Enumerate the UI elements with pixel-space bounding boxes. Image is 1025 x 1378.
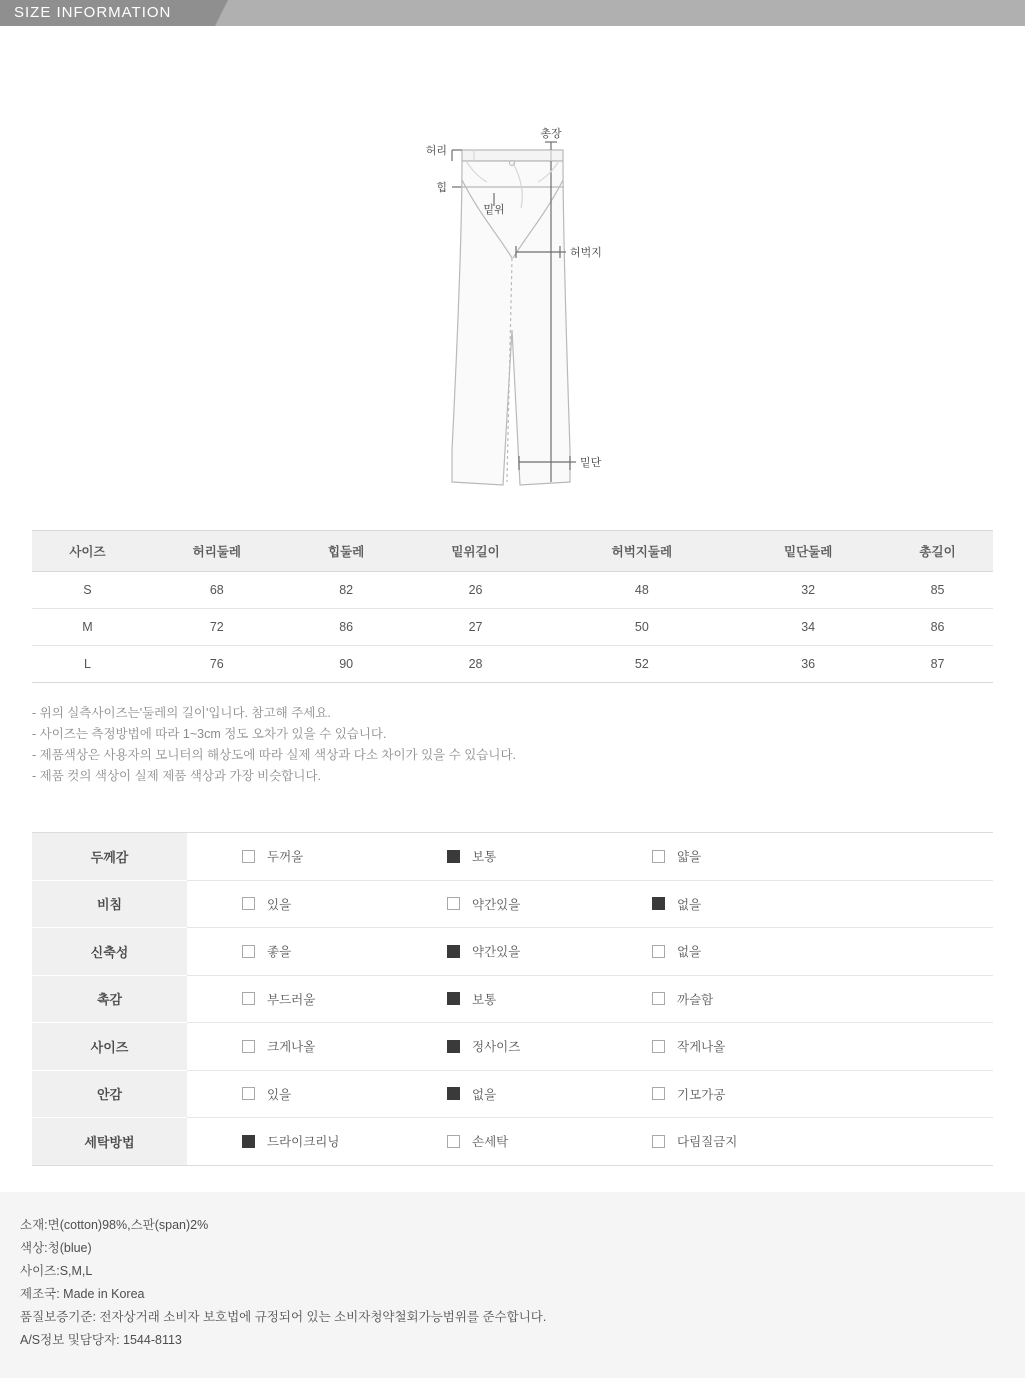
cell-size: S	[32, 572, 143, 609]
footer-line: 제조국: Made in Korea	[20, 1286, 145, 1301]
option-label: 정사이즈	[472, 1040, 521, 1055]
cell-hip: 86	[291, 609, 402, 646]
checkbox-icon[interactable]	[447, 850, 460, 863]
attribute-option[interactable]	[242, 1132, 392, 1150]
footer-line: A/S정보 및담당자: 1544-8113	[20, 1332, 182, 1347]
label-rise: 밑위	[483, 204, 505, 216]
section-header	[0, 0, 1025, 30]
cell-thigh: 48	[549, 572, 734, 609]
note-line: - 사이즈는 측정방법에 따라 1~3cm 정도 오차가 있을 수 있습니다.	[32, 727, 387, 741]
attribute-row	[32, 1023, 993, 1071]
option-label: 약간있을	[472, 897, 521, 912]
checkbox-icon[interactable]	[652, 1135, 665, 1148]
column-header: 허벅지둘레	[549, 531, 734, 572]
label-waist: 허리	[425, 145, 447, 157]
option-label: 얇을	[677, 850, 702, 865]
cell-size: L	[32, 646, 143, 683]
checkbox-icon[interactable]	[242, 992, 255, 1005]
option-label: 손세탁	[472, 1135, 509, 1150]
table-row	[32, 572, 993, 609]
option-label: 드라이크리닝	[267, 1135, 340, 1150]
attribute-row	[32, 880, 993, 928]
note-line: - 위의 실측사이즈는'둘레의 길이'입니다. 참고해 주세요.	[32, 706, 331, 720]
option-label: 기모가공	[677, 1087, 726, 1102]
option-label: 좋을	[267, 945, 292, 960]
cell-hip: 90	[291, 646, 402, 683]
option-label: 작게나올	[677, 1040, 726, 1055]
checkbox-icon[interactable]	[242, 850, 255, 863]
checkbox-icon[interactable]	[652, 1087, 665, 1100]
pants-measurement-diagram	[0, 30, 1025, 530]
attribute-row	[32, 833, 993, 881]
footer-line: 색상:청(blue)	[20, 1240, 92, 1255]
checkbox-icon[interactable]	[242, 1087, 255, 1100]
cell-hem: 32	[734, 572, 882, 609]
cell-rise: 28	[402, 646, 550, 683]
attribute-option[interactable]	[242, 1085, 392, 1103]
checkbox-icon[interactable]	[447, 1087, 460, 1100]
option-label: 있을	[267, 1087, 292, 1102]
attribute-option[interactable]	[447, 942, 597, 960]
attribute-option[interactable]	[447, 895, 597, 913]
attribute-label: 두께감	[32, 833, 187, 881]
attribute-option[interactable]	[652, 1037, 802, 1055]
cell-size: M	[32, 609, 143, 646]
column-header: 힙둘레	[291, 531, 402, 572]
page-title: SIZE INFORMATION	[14, 4, 172, 21]
attribute-option[interactable]	[242, 942, 392, 960]
option-label: 보통	[472, 850, 497, 865]
label-hem: 밑단	[580, 457, 602, 469]
option-label: 다림질금지	[677, 1135, 738, 1150]
cell-rise: 26	[402, 572, 550, 609]
cell-waist: 68	[143, 572, 291, 609]
label-thigh: 허벅지	[570, 247, 602, 259]
attribute-options	[187, 833, 993, 881]
column-header: 사이즈	[32, 531, 143, 572]
cell-waist: 76	[143, 646, 291, 683]
checkbox-icon[interactable]	[652, 897, 665, 910]
attribute-option[interactable]	[242, 895, 392, 913]
cell-thigh: 52	[549, 646, 734, 683]
attribute-row	[32, 1070, 993, 1118]
option-label: 보통	[472, 992, 497, 1007]
checkbox-icon[interactable]	[447, 945, 460, 958]
checkbox-icon[interactable]	[652, 850, 665, 863]
attribute-label: 안감	[32, 1070, 187, 1118]
option-label: 크게나올	[267, 1040, 316, 1055]
cell-hem: 36	[734, 646, 882, 683]
attribute-options	[187, 880, 993, 928]
attribute-option[interactable]	[447, 1037, 597, 1055]
table-row	[32, 609, 993, 646]
option-label: 없을	[472, 1087, 497, 1102]
option-label: 없을	[677, 897, 702, 912]
option-label: 없을	[677, 945, 702, 960]
attribute-option[interactable]	[652, 1132, 802, 1150]
checkbox-icon[interactable]	[652, 992, 665, 1005]
fabric-attribute-table	[32, 832, 993, 1166]
column-header: 밑단둘레	[734, 531, 882, 572]
checkbox-icon[interactable]	[652, 945, 665, 958]
attribute-option[interactable]	[652, 847, 802, 865]
checkbox-icon[interactable]	[242, 1135, 255, 1148]
table-header-row	[32, 531, 993, 572]
attribute-option[interactable]	[652, 990, 802, 1008]
column-header: 총길이	[882, 531, 993, 572]
checkbox-icon[interactable]	[652, 1040, 665, 1053]
attribute-options	[187, 975, 993, 1023]
label-hip: 힙	[436, 182, 447, 194]
cell-length: 85	[882, 572, 993, 609]
pants-diagram-svg	[0, 30, 1025, 530]
attribute-label: 신축성	[32, 928, 187, 976]
attribute-label: 비침	[32, 880, 187, 928]
cell-rise: 27	[402, 609, 550, 646]
checkbox-icon[interactable]	[242, 1040, 255, 1053]
attribute-option[interactable]	[652, 942, 802, 960]
attribute-option[interactable]	[447, 1132, 597, 1150]
option-label: 부드러울	[267, 992, 316, 1007]
attribute-options	[187, 928, 993, 976]
attribute-option[interactable]	[242, 847, 392, 865]
cell-hem: 34	[734, 609, 882, 646]
size-measurement-table	[32, 530, 993, 683]
label-total-length: 총장	[540, 128, 562, 140]
product-info-footer	[0, 1192, 1025, 1378]
attribute-row	[32, 928, 993, 976]
cell-thigh: 50	[549, 609, 734, 646]
size-notes	[32, 703, 993, 787]
checkbox-icon[interactable]	[447, 1135, 460, 1148]
checkbox-icon[interactable]	[242, 897, 255, 910]
checkbox-icon[interactable]	[242, 945, 255, 958]
attribute-label: 사이즈	[32, 1023, 187, 1071]
footer-line: 품질보증기준: 전자상거래 소비자 보호법에 규정되어 있는 소비자청약철회가능범위를 준수합니다.	[20, 1309, 547, 1324]
option-label: 약간있을	[472, 945, 521, 960]
cell-length: 86	[882, 609, 993, 646]
attribute-row	[32, 975, 993, 1023]
cell-waist: 72	[143, 609, 291, 646]
attribute-options	[187, 1023, 993, 1071]
footer-line: 소재:면(cotton)98%,스판(span)2%	[20, 1217, 209, 1232]
attribute-label: 촉감	[32, 975, 187, 1023]
footer-line: 사이즈:S,M,L	[20, 1263, 93, 1278]
attribute-option[interactable]	[447, 1085, 597, 1103]
column-header: 밑위길이	[402, 531, 550, 572]
attribute-label: 세탁방법	[32, 1118, 187, 1166]
note-line: - 제품색상은 사용자의 모니터의 해상도에 따라 실제 색상과 다소 차이가 있을 수 있습니다.	[32, 748, 517, 762]
attribute-options	[187, 1118, 993, 1166]
note-line: - 제품 컷의 색상이 실제 제품 색상과 가장 비슷합니다.	[32, 769, 321, 783]
attribute-option[interactable]	[447, 847, 597, 865]
option-label: 까슬함	[677, 992, 714, 1007]
attribute-options	[187, 1070, 993, 1118]
attribute-option[interactable]	[242, 990, 392, 1008]
cell-length: 87	[882, 646, 993, 683]
attribute-option[interactable]	[652, 1085, 802, 1103]
checkbox-icon[interactable]	[447, 1040, 460, 1053]
checkbox-icon[interactable]	[447, 992, 460, 1005]
table-row	[32, 646, 993, 683]
attribute-option[interactable]	[447, 990, 597, 1008]
cell-hip: 82	[291, 572, 402, 609]
option-label: 있을	[267, 897, 292, 912]
attribute-row	[32, 1118, 993, 1166]
attribute-option[interactable]	[652, 895, 802, 913]
attribute-option[interactable]	[242, 1037, 392, 1055]
option-label: 두꺼울	[267, 850, 304, 865]
column-header: 허리둘레	[143, 531, 291, 572]
checkbox-icon[interactable]	[447, 897, 460, 910]
